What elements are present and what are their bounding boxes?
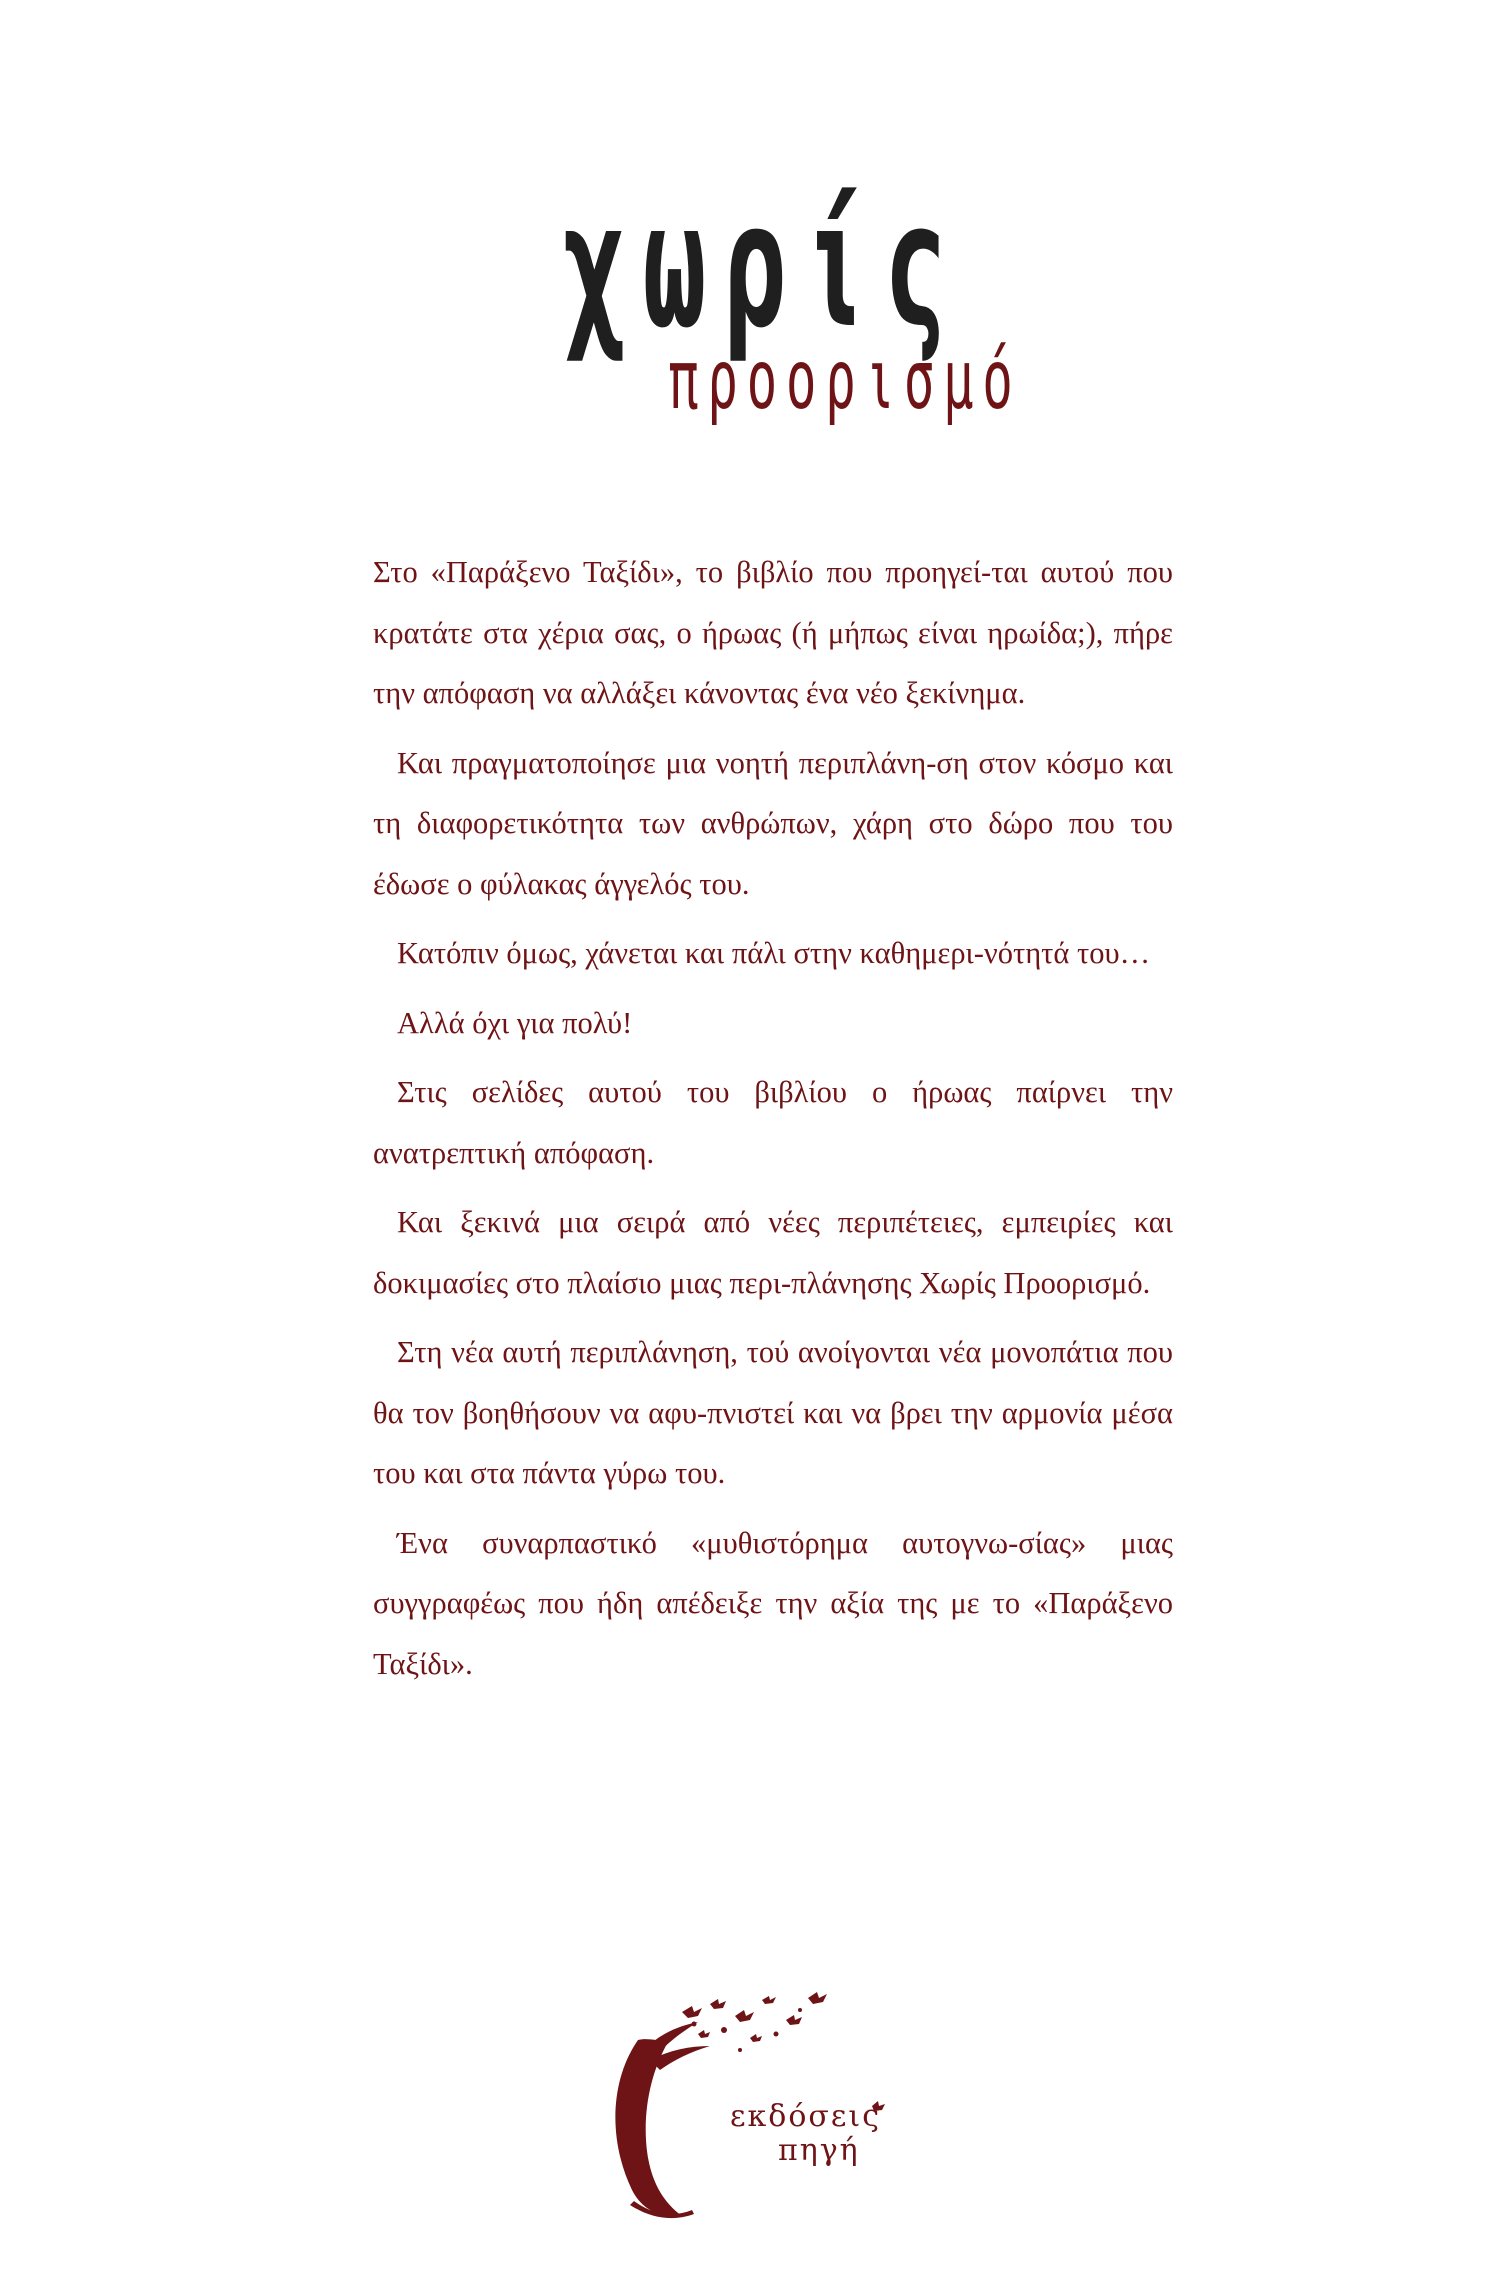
paragraph-2: Και πραγματοποίησε μια νοητή περιπλάνη-ση στον κόσμο και τη διαφορετικότητα των ανθρώπων, χάρη στο δώρο που του έδωσε ο φύλακας άγγελός του. (373, 745, 1173, 901)
paragraph-8: Ένα συναρπαστικό «μυθιστόρημα αυτογνω-σίας» μιας συγγραφέως που ήδη απέδειξε την αξία της με το «Παράξενο Ταξίδι». (373, 1525, 1173, 1681)
book-title (560, 165, 1022, 440)
paragraph-5: Στις σελίδες αυτού του βιβλίου ο ήρωας παίρνει την ανατρεπτική απόφαση. (373, 1075, 1173, 1170)
paragraph-1: Στο «Παράξενο Ταξίδι», το βιβλίο που προηγεί-ται αυτού που κρατάτε στα χέρια σας, ο ήρωας (ή μήπως είναι ηρωίδα;), πήρε την απόφαση να αλλάξει κάνοντας ένα νέο ξεκίνημα. (373, 555, 1173, 710)
publisher-name (730, 2100, 881, 2168)
paragraph-7: Στη νέα αυτή περιπλάνηση, τού ανοίγονται νέα μονοπάτια που θα τον βοηθήσουν να αφυ-πνιστεί και να βρει την αρμονία μέσα του και στα πάντα γύρω του. (373, 1335, 1173, 1490)
blurb-text (373, 542, 1173, 1703)
publisher-logo (590, 1990, 950, 2220)
title-subtitle: προορισμό (668, 333, 1022, 428)
paragraph-3: Κατόπιν όμως, χάνεται και πάλι στην καθημερι-νότητά του… (397, 936, 1151, 970)
paragraph-4: Αλλά όχι για πολύ! (397, 1005, 633, 1040)
publisher-line-2: πηγή (778, 2133, 860, 2168)
publisher-line-1: εκδόσεις (730, 2099, 881, 2134)
paragraph-6: Και ξεκινά μια σειρά από νέες περιπέτειες, εμπειρίες και δοκιμασίες στο πλαίσιο μιας περι-πλάνησης Χωρίς Προορισμό. (373, 1205, 1173, 1300)
title-main: χωρίς (562, 165, 964, 366)
